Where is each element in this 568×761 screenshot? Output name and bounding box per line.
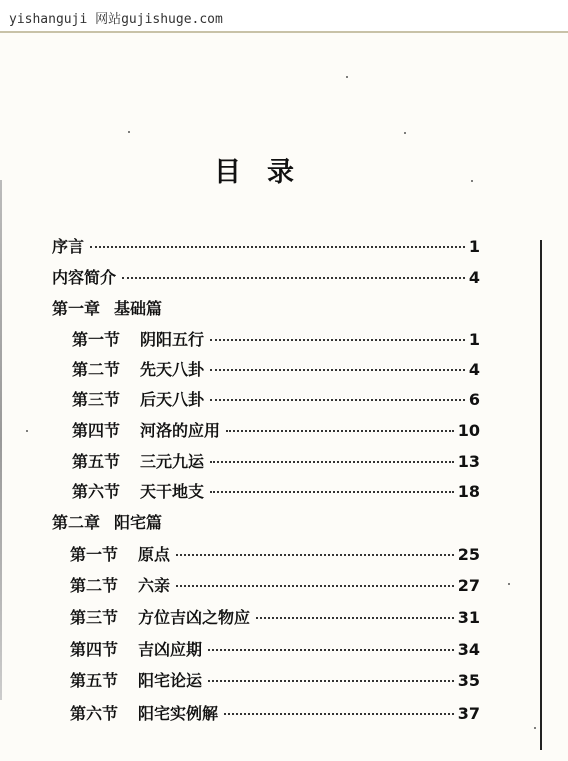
section-title: 方位吉凶之物应 — [138, 608, 251, 627]
scan-speck — [508, 583, 510, 585]
toc-entry-title — [70, 605, 250, 628]
toc-entry-page: 1 — [468, 237, 480, 256]
toc-entry-title: 序言 — [52, 237, 85, 256]
toc-entry-page: 27 — [457, 576, 480, 595]
section-number: 第二节 — [72, 360, 121, 379]
toc-entry-title — [70, 668, 202, 691]
toc-entry-summary[interactable] — [52, 265, 480, 288]
dot-leader — [210, 369, 465, 371]
dot-leader — [176, 585, 454, 587]
section-title: 河洛的应用 — [140, 421, 221, 440]
section-number: 第三节 — [70, 608, 119, 627]
toc-entry-page: 18 — [457, 482, 480, 501]
dot-leader — [226, 430, 454, 432]
toc-entry-ch2-s2[interactable] — [70, 573, 480, 596]
section-title: 三元九运 — [140, 452, 205, 471]
section-title: 先天八卦 — [140, 360, 205, 379]
scan-speck — [128, 131, 130, 133]
section-title: 天干地支 — [140, 482, 205, 501]
dot-leader — [208, 649, 454, 651]
toc-entry-title — [72, 418, 220, 441]
toc-entry-title — [70, 573, 170, 596]
section-title: 阳宅论运 — [138, 671, 203, 690]
scan-speck — [534, 727, 536, 729]
toc-entry-title — [72, 387, 204, 410]
toc-entry-ch2-s5[interactable] — [70, 668, 480, 691]
toc-entry-title — [70, 637, 202, 660]
section-title: 阴阳五行 — [140, 330, 205, 349]
dot-leader — [210, 339, 465, 341]
toc-entry-page: 13 — [457, 452, 480, 471]
toc-entry-page: 25 — [457, 545, 480, 564]
dot-leader — [256, 617, 454, 619]
section-number: 第六节 — [72, 482, 121, 501]
toc-entry-page: 4 — [468, 360, 480, 379]
toc-entry-page: 6 — [468, 390, 480, 409]
toc-entry-page: 35 — [457, 671, 480, 690]
toc-entry-page: 31 — [457, 608, 480, 627]
toc-entry-title: 内容简介 — [52, 268, 117, 287]
chapter-number: 第一章 — [52, 299, 101, 318]
toc-entry-title — [72, 449, 204, 472]
toc-entry-title — [72, 327, 204, 350]
section-number: 第五节 — [72, 452, 121, 471]
chapter-heading-2[interactable] — [52, 510, 162, 533]
toc-entry-ch2-s1[interactable] — [70, 542, 480, 565]
toc-entry-title — [72, 357, 204, 380]
dot-leader — [210, 491, 454, 493]
chapter-title: 基础篇 — [114, 299, 163, 318]
section-title: 原点 — [138, 545, 171, 564]
scan-speck — [26, 430, 28, 432]
toc-entry-preface[interactable] — [52, 234, 480, 257]
chapter-heading-1[interactable] — [52, 296, 162, 319]
toc-entry-title — [70, 542, 170, 565]
toc-entry-ch2-s4[interactable] — [70, 637, 480, 660]
chapter-number: 第二章 — [52, 513, 101, 532]
watermark-text: yishanguji 网站gujishuge.com — [9, 12, 223, 27]
dot-leader — [210, 399, 465, 401]
section-number: 第四节 — [72, 421, 121, 440]
section-number: 第五节 — [70, 671, 119, 690]
dot-leader — [122, 277, 465, 279]
toc-entry-ch2-s3[interactable] — [70, 605, 480, 628]
toc-entry-ch1-s5[interactable] — [72, 449, 480, 472]
toc-entry-title — [70, 701, 218, 724]
toc-entry-ch1-s3[interactable] — [72, 387, 480, 410]
toc-entry-page: 1 — [468, 330, 480, 349]
section-number: 第六节 — [70, 704, 119, 723]
toc-entry-ch1-s6[interactable] — [72, 479, 480, 502]
dot-leader — [210, 461, 454, 463]
scan-speck — [346, 76, 348, 78]
toc-entry-page: 37 — [457, 704, 480, 723]
toc-entry-title — [72, 479, 204, 502]
toc-entry-ch1-s1[interactable] — [72, 327, 480, 350]
dot-leader — [208, 680, 454, 682]
chapter-title: 阳宅篇 — [114, 513, 163, 532]
section-number: 第一节 — [72, 330, 121, 349]
toc-entry-page: 4 — [468, 268, 480, 287]
page-title: 目录 — [214, 157, 320, 188]
scan-speck — [404, 132, 406, 134]
toc-entry-ch1-s4[interactable] — [72, 418, 480, 441]
dot-leader — [224, 713, 454, 715]
section-number: 第三节 — [72, 390, 121, 409]
toc-entry-page: 10 — [457, 421, 480, 440]
toc-entry-page: 34 — [457, 640, 480, 659]
section-title: 六亲 — [138, 576, 171, 595]
section-title: 阳宅实例解 — [138, 704, 219, 723]
section-number: 第一节 — [70, 545, 119, 564]
section-title: 后天八卦 — [140, 390, 205, 409]
scan-speck — [471, 180, 473, 182]
dot-leader — [90, 246, 465, 248]
toc-entry-ch2-s6[interactable] — [70, 701, 480, 724]
section-number: 第二节 — [70, 576, 119, 595]
section-number: 第四节 — [70, 640, 119, 659]
dot-leader — [176, 554, 454, 556]
toc-entry-ch1-s2[interactable] — [72, 357, 480, 380]
section-title: 吉凶应期 — [138, 640, 203, 659]
